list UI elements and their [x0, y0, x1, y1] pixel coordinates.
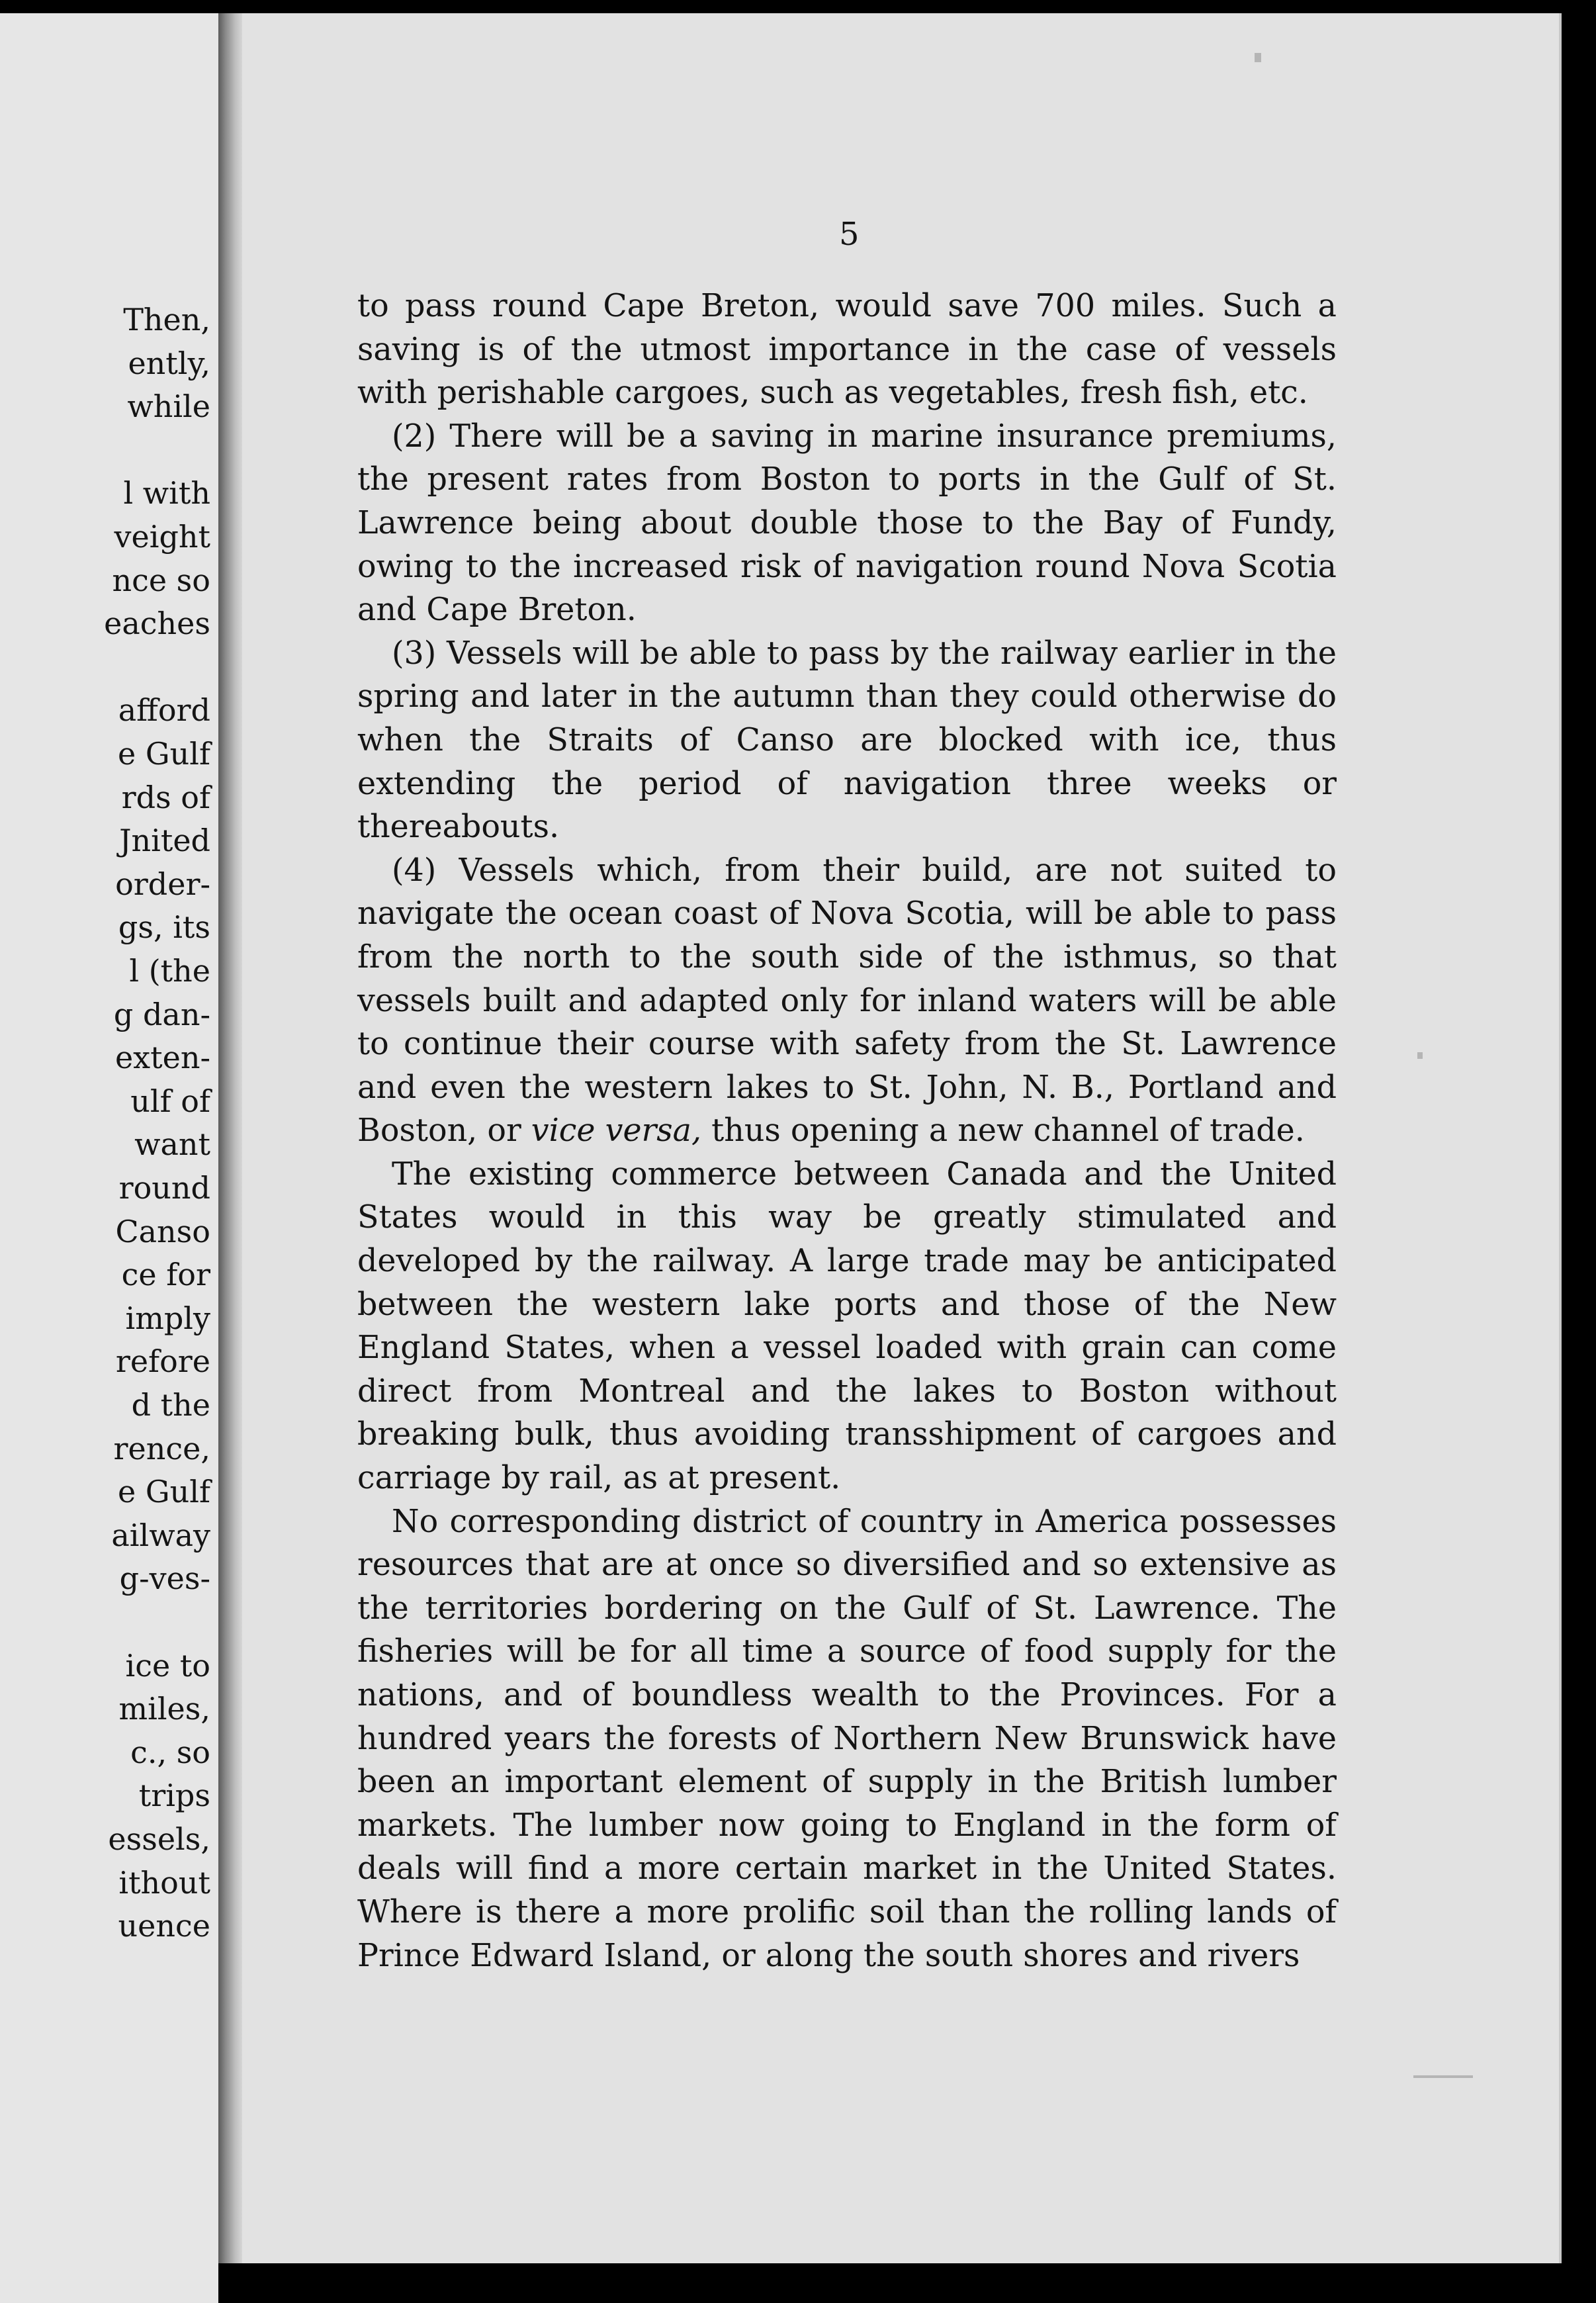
paragraph-commerce: The existing commerce between Canada and the United States would in this way be greatly stimulated and developed by the railway. A large trade may be anticipated between the western lake ports and those of the New England States, when a vessel loaded with grain can come direct from Montreal and the lakes to Boston without breaking bulk, thus avoiding transshipment of cargoes and carriage by rail, as at present. [357, 1155, 1337, 1497]
facing-page-line: g-ves- [119, 1560, 210, 1597]
page-number: 5 [839, 216, 860, 253]
book-gutter [218, 13, 242, 2303]
facing-page-line: ulf of [130, 1083, 210, 1119]
facing-page-line: rence, [113, 1430, 210, 1467]
paragraph-text: (4) Vessels which, from their build, are not suited to navigate the ocean coast of Nova Scotia, will be able to pass from the north to the south side of the isthmus, so that vessels built and adapted only for inland waters will be able to continue their course with safety from the St. Lawrence and even the western lakes to St. John, N. B., Portland and Boston, or [357, 852, 1337, 1150]
facing-page-line: l (the [129, 953, 210, 989]
facing-page-line: d the [131, 1387, 210, 1423]
scan-speck [1255, 53, 1261, 62]
facing-page-line: essels, [108, 1821, 210, 1857]
facing-page-line: Then, [123, 302, 210, 338]
scan-speck [1417, 1052, 1423, 1059]
facing-page-line: miles, [118, 1691, 210, 1727]
scan-smudge [1413, 2075, 1473, 2078]
facing-page-line: trips [138, 1778, 210, 1814]
facing-page-line: c., so [130, 1734, 210, 1770]
facing-page-line: ithout [118, 1864, 210, 1901]
paragraph-text: thus opening a new channel of trade. [701, 1112, 1305, 1150]
paragraph-resources: No corresponding district of country in America possesses resources that are at once so diversified and so extensive as the territories bordering on the Gulf of St. Lawrence. The fisheries will be for all time a source of food supply for the nations, and of boundless wealth to the Provinces. For a hundred years the forests of Northern New Brunswick have been an important element of supply in the British lumber markets. The lumber now going to England in the form of deals will find a more certain market in the United States. Where is there a more prolific soil than the rolling lands of Prince Edward Island, or along the south shores and rivers [357, 1503, 1337, 1974]
facing-page-line: ice to [125, 1647, 210, 1684]
facing-page-line: nce so [112, 562, 210, 598]
facing-page-line: want [134, 1126, 210, 1163]
paragraph-ice: (3) Vessels will be able to pass by the railway earlier in the spring and later in the autumn than they could otherwise do when the Straits of Canso are blocked with ice, thus extending the period of navigation three weeks or thereabouts. [357, 635, 1337, 846]
facing-page-line: exten- [114, 1040, 210, 1076]
facing-page-line: ce for [121, 1257, 210, 1293]
scan-border [218, 2263, 1562, 2303]
facing-page-line: uence [118, 1908, 210, 1944]
page-body [357, 285, 1337, 1977]
facing-page-line: rds of [121, 779, 210, 815]
facing-page-line: l with [123, 475, 210, 512]
paragraph-insurance: (2) There will be a saving in marine insurance premiums, the present rates from Boston to ports in the Gulf of St. Lawrence being about double those to the Bay of Fundy, owing to the increased risk of navigation round Nova Scotia and Cape Breton. [357, 418, 1337, 629]
facing-page-line: e Gulf [118, 1474, 210, 1510]
paragraph-inland-vessels [357, 849, 1337, 1153]
facing-page-line: ailway [111, 1517, 210, 1553]
facing-page-line: Canso [115, 1213, 210, 1249]
facing-page-line: gs, its [118, 909, 210, 946]
facing-page-line: while [127, 388, 210, 425]
facing-page [0, 13, 218, 2303]
facing-page-line: Jnited [119, 823, 210, 859]
facing-page-line: round [118, 1170, 210, 1206]
italic-phrase: vice versa, [531, 1112, 702, 1150]
facing-page-line: afford [118, 692, 210, 729]
facing-page-line: veight [114, 519, 210, 555]
facing-page-line: order- [115, 866, 210, 902]
facing-page-line: imply [125, 1300, 210, 1336]
facing-page-line: refore [115, 1343, 210, 1380]
facing-page-line: ently, [128, 345, 210, 381]
facing-page-line: g dan- [113, 996, 210, 1032]
paragraph-continued: to pass round Cape Breton, would save 700 miles. Such a saving is of the utmost importance in the case of vessels with perishable cargoes, such as vegetables, fresh fish, etc. [357, 288, 1337, 412]
facing-page-line: eaches [104, 606, 210, 642]
facing-page-line: e Gulf [118, 736, 210, 772]
